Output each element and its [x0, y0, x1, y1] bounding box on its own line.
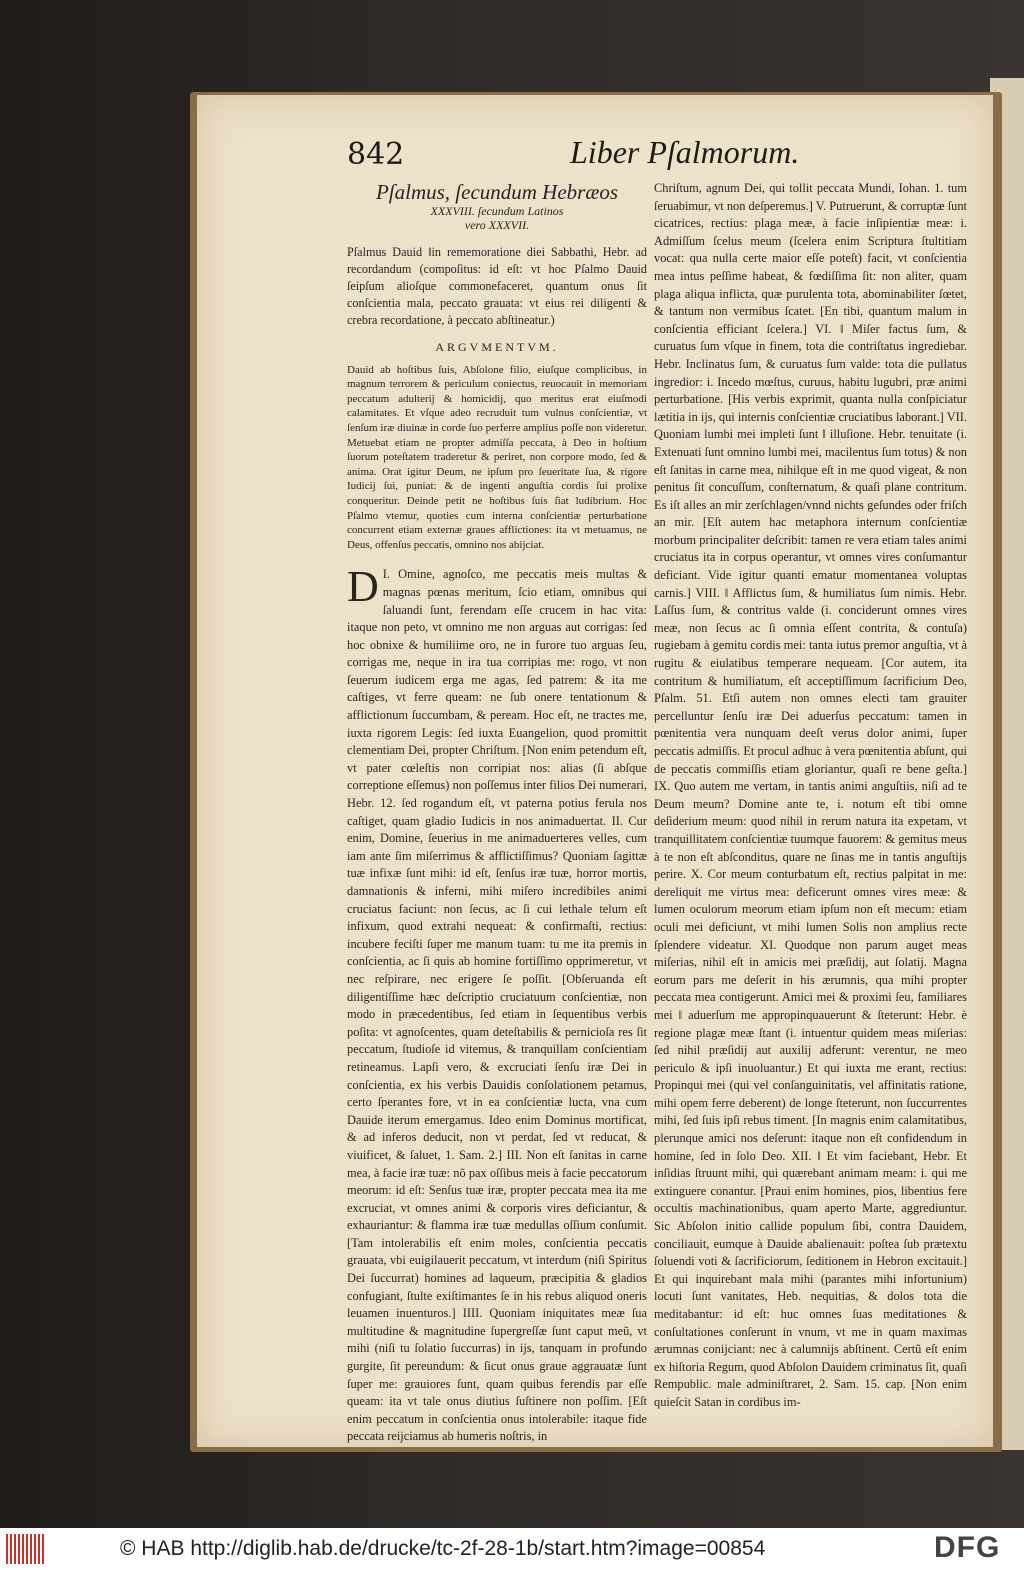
left-column [347, 180, 647, 1446]
psalm-subtitle-2: vero XXXVII. [464, 218, 530, 232]
copyright-link[interactable]: © HAB http://diglib.hab.de/drucke/tc-2f-28-1b/start.htm?image=00854 [120, 1537, 766, 1560]
argument-heading: ARGVMENTVM. [435, 340, 559, 354]
psalm-subtitle-1: XXXVIII. ſecundum Latinos [430, 204, 564, 218]
left-body-text: I. Omine, agnoſco, me peccatis meis multas & magnas pœnas meritum, ſcio etiam, omnibus qui ſaluandi ſunt, ferendam eſſe crucem in hac vita: itaque non peto, vt omnino me non arguas aut corrigas: ſed hoc obnixe & humiliime oro, ne in furore tuo arguas ſeu, corrigas me, neque in ira tua corripias me: rogo, vt non ſeuerum iudicem erga me agas, ſed patrem: & ita me caſtiges, vt ferre queam: ne ſub onere tentationum & afflictionum ſuccumbam, & peream. Hoc eſt, ne tractes me, iuxta rigorem Legis: ſed iuxta Euangelion, quod promittit clementiam Dei, propter Chriſtum. [Non enim petendum eſt, vt pater cœleſtis non corripiat nos: alias (ſi abſque correptione eſſemus) non poſſemus inter filios Dei numerari, Hebr. 12. ſed rogandum eſt, vt paterna potius ferula nos caſtiget, quam gladio Iudicis in nos animaduertat. II. Cur enim, Domine, ſeuerius in me animaduerteres velles, cum iam ante ſim miſerrimus & afflictiſſimus? Quoniam ſagittæ tuæ infixæ ſunt mihi: id eſt, ſenſus iræ tuæ, horror mortis, damnationis & inferni, mihi miſero incredibiles animi cruciatus faciunt: non ſecus, ac ſi cui lethale telum eſt infixum, quod extrahi nequeat: & confirmaſti, rectius: incubere feciſti ſuper me manum tuam: tu me ita premis in conſcientia, ac ſi quis ab homine fortiſſimo opprimeretur, vt nec reſpirare, nec erigere ſe poſſit. [Obſeruanda eſt diligentiſſime hæc deſcriptio cruciatuum conſcientiæ, non modo in præcedentibus, ſed etiam in ſequentibus verbis poſita: vt agnoſcentes, quam deteſtabilis & pernicioſa res ſit peccatum, ſtudioſe id vitemus, & tranquillam conſcientiam retineamus. Lapſi vero, & excruciati ſenſu iræ Dei in conſcientia, ex his verbis Dauidis conſolationem petamus, certo ſperantes fore, vt in ea conſcientiæ lucta, vna cum Dauide iterum emergamus. Ideo enim Dominus mortificat, & ad inferos deducit, non vt perdat, ſed vt reducat, & viuificet, & ſaluet, 1. Sam. 2.] III. Non eſt ſanitas in carne mea, à facie iræ tuæ: nõ pax oſſibus meis à facie peccatorum meorum: id eſt: Senſus tuæ iræ, propter peccata mea ita me excruciat, vt omnes animi & corporis vires deficiantur, & exhauriantur: & flamma iræ tuæ medullas oſſium conſumit. [Tam intolerabilis eſt enim moles, conſcientia peccatis grauata, vbi euigilauerit peccatum, vt interdum (niſi Spiritus Dei ſuccurrat) homines ad laqueum, præcipitia & gladios confugiant, ſtulte exiſtimantes ſe in his rebus aliquod oneris leuamen inuenturos.] IIII. Quoniam iniquitates meæ ſua multitudine & magnitudine ſupergreſſæ ſunt caput meũ, vt mihi (niſi tu ſolatio ſuccurras) in ijs, tanquam in profundo gurgite, ſit pereundum: & ſicut onus graue aggrauatæ ſunt ſuper me: grauiores ſunt, quam quibus ferendis par eſſe queam: ita vt tale onus diutius ſuſtinere non poſſim. [Eſt enim peccatum in conſcientia onus intolerabile: itaque fide peccata reijciamus ab humeris noſtris, in [347, 567, 647, 1444]
drop-cap: D [347, 562, 379, 612]
barcode-icon [6, 1534, 46, 1564]
page-number: 842 [347, 137, 405, 172]
right-column [654, 180, 967, 1412]
psalm-intro: Pſalmus Dauid ‖in rememoratione diei Sabbathi, Hebr. ad recordandum (compoſitus: id eſt: vt hoc Pſalmo Dauid ſeipſum alioſque commonefaceret, quantum onus ſit conſcientia mala, peccato grauata: vt eius rei diligenti & crebra recordatione, à peccato abſtineatur.) [347, 245, 647, 327]
dfg-logo: DFG [934, 1531, 1001, 1564]
right-body-text: Chriſtum, agnum Dei, qui tollit peccata Mundi, Iohan. 1. tum ſeruabimur, vt non deſperemus.] V. Putruerunt, & corruptæ ſunt cicatrices, rectius: plaga meæ, à facie inſipientiæ meæ: i. Admiſſum ſcelus meum (ſcelera enim Scriptura ſtultitiam vocat: qua nulla certe maior eſſe poteſt) facit, vt conſcientia mea intus peſſime habeat, & fœdiſſima ſit: non aliter, quam plaga aliqua inflicta, quæ purulenta tota, abominabiliter ſœtet, & tantum non vermibus ſcatet. [En tibi, quantum malum in conſcientia efficiant ſcelera.] VI. ‖ Miſer factus ſum, & curuatus ſum vſque in finem, tota die contriſtatus ingrediebar. Hebr. Inclinatus ſum, & curuatus ſum valde: tota die pullatus ingredior: i. Incedo mœſtus, curuus, habitu lugubri, præ animi perturbatione. [His verbis exprimit, quanta nulla conſpiciatur lætitia in ijs, qui internis conſcientiæ cruciatibus laborant.] VII. Quoniam lumbi mei impleti ſunt ‖ illuſione. Hebr. tenuitate (i. Extenuati ſunt omnino lumbi mei, macilentus ſum totus) & non eſt ſanitas in carne mea, nihilque eſt in me quod vigeat, & non penitus ſit concuſſum, conſternatum, & quaſi plane contritum. Es iſt alles an mir zerſchlagen/vnnd nichts geſundes oder friſch an mir. [Eſt autem hac metaphora internum conſcientiæ morbum principaliter deſcribit: tamen re vera etiam tales animi cruciatus ita in corpus operantur, vt omnes vires conſumantur deficiant. Vide igitur quanti ematur momentanea voluptas carnis.] VIII. ‖ Afflictus ſum, & humiliatus ſum nimis. Hebr. Laſſus ſum, & contritus valde (i. conciderunt omnes vires meæ, non ſecus ac ſi omnia eſſent contrita, & contuſa) rugiebam à gemitu cordis mei: tanta iutus premor anguſtia, vt à rugitu & eiulatibus temperare nequeam. [Cor autem, ita contritum & humiliatum, eſt acceptiſſimum ſacrificium Deo, Pſalm. 51. Etſi autem non omnes electi tam grauiter percelluntur ſenſu iræ Dei aduerſus peccatum: tamen in pœnitentia vera nunquam deeſt verus dolor animi, ſuper peccatis admiſſis. Et procul adhuc à vera pœnitentia abſunt, qui de peccatis commiſſis etiam gloriantur, quaſi re bene geſta.] IX. Quo autem me vertam, in tantis animi anguſtiis, niſi ad te Deum meum? Domine ante te, i. notum eſt tibi omne deſiderium meum: quod nihil in rerum natura ita expetam, vt tranquillitatem conſcientiæ tuumque fauorem: & gemitus meus à te non eſt abſconditus, quare ne ſinas me in tantis anguſtijs perire. X. Cor meum conturbatum eſt, rectius palpitat in me: dereliquit me virtus mea: deficerunt omnes vires meæ: & lumen oculorum meorum etiam ipſum non eſt mecum: etiam oculi mei deficiunt, vt mihi lumen Solis non amplius recte ſplendere videatur. XI. Quodque non parum auget meas miſerias, nihil eſt in amicis mei præſidij, aut ſolatij. Magna eorum pars me deſerit in his ærumnis, qua mihi propter peccata mea contigerunt. Amici mei & proximi ſeu, familiares mei ‖ aduerſum me appropinquauerunt & ſteterunt: Hebr. è regione plagæ meæ ſtant (i. intuentur quidem meas miſerias: ſed nihil præſidij aut auxilij adferunt: verentur, ne meo periculo & ipſi inuoluantur.) Et qui iuxta me erant, rectius: Propinqui mei (qui vel conſanguinitatis, vel affinitatis ratione, mihi opem ferre deberent) de longe ſteterunt, non ſuccurrentes mihi, ſed ſuis ipſi rebus timent. [In magnis enim calamitatibus, plerunque amici nos deſerunt: itaque non eſt confidendum in homine, ſed in ſolo Deo. XII. ‖ Et vim faciebant, Hebr. Et inſidias ſtruunt mihi, qui quærebant animam meam: i. qui me extinguere conantur. [Praui enim homines, pios, libentius fere occultis machinationibus, quam aperto Marte, aggrediuntur. Sic Abſolon initio callide populum ſibi, contra Dauidem, conciliauit, eumque à Dauide abalienauit: poſtea ſub prætextu ſoluendi voti & ſacrificiorum, ſeditionem in Hebron excitauit.] Et qui inquirebant mala mihi (parantes mihi infortunium) locuti ſunt vanitates, Heb. nequitias, & dolos tota die meditabantur: id eſt: huc omnes ſuas meditationes & conſultationes conſerunt in vnum, vt me in quam maximas ærumnas conijciant: nec à calumnijs abſtinent. Certũ eſt enim ex hiſtoria Regum, quod Abſolon Dauidem criminatus ſit, quaſi Rempublic. male adminiſtraret, 2. Sam. 15. cap. [Non enim quieſcit Satan in cordibus im- [654, 181, 967, 1409]
psalm-title: Pſalmus, ſecundum Hebræos [375, 180, 619, 204]
running-head: Liber Pſalmorum. [570, 134, 800, 170]
argument-text: Dauid ab hoſtibus ſuis, Abſolone filio, eiuſque complicibus, in magnum terrorem & periculum coniectus, reuocauit in memoriam peccatum adulterij & homicidij, quo meritus erat eiuſmodi calamitates. Et vſque adeo recruduit tum vulnus conſcientiæ, vt ſenſum iræ diuinæ in corde ſuo perferre amplius poſſe non videretur. Metuebat etiam ne propter admiſſa peccata, à Deo in hoſtium ſuorum poteſtatem traderetur & periret, non corpore modo, ſed & anima. Orat igitur Deum, ne ipſum pro ſeueritate ſua, & rigore Iudicij ſui, puniat: & de ingenti anguſtia cordis ſui prolixe conqueritur. Deinde petit ne hoſtibus ſuis ſiat ludibrium. Hoc Pſalmo vtemur, quoties cum interna conſcientiæ perturbatione concurrent etiam externæ graues afflictiones: ita vt metuamus, ne Deus, offenſus peccatis, omnino nos abijciat. [347, 363, 647, 551]
